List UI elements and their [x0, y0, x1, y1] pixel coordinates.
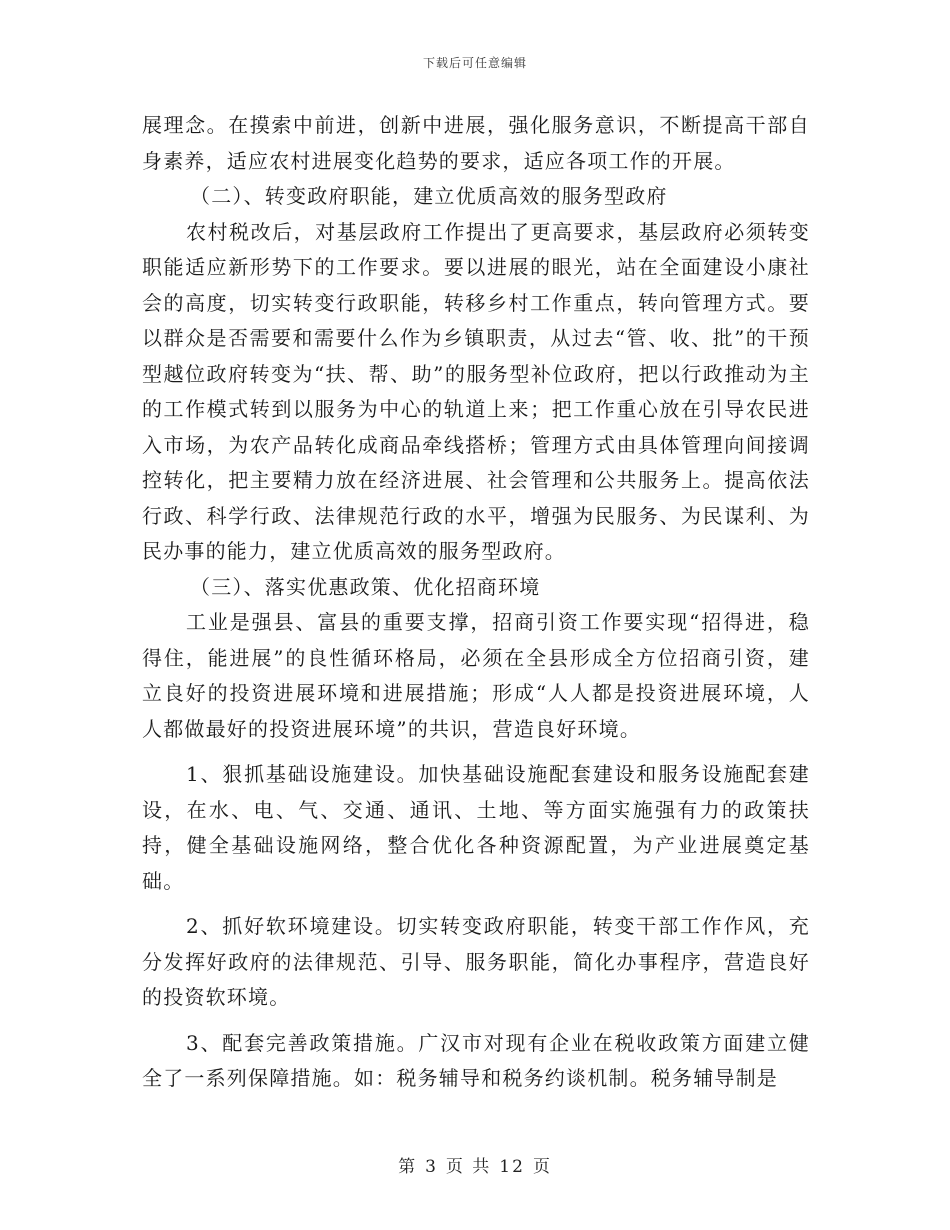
paragraph: 农村税改后，对基层政府工作提出了更高要求，基层政府必须转变职能适应新形势下的工作要求。要以进展的眼光，站在全面建设小康社会的高度，切实转变行政职能，转移乡村工作重点，转向管理方式。要以群众是否需要和需要什么作为乡镇职责，从过去“管、收、批”的干预型越位政府转变为“扶、帮、助”的服务型补位政府，把以行政推动为主的工作模式转到以服务为中心的轨道上来；把工作重心放在引导农民进入市场，为农产品转化成商品牵线搭桥；管理方式由具体管理向间接调控转化，把主要精力放在经济进展、社会管理和公共服务上。提高依法行政、科学行政、法律规范行政的水平，增强为民服务、为民谋利、为民办事的能力，建立优质高效的服务型政府。 — [142, 219, 810, 563]
footer-suffix: 页 — [532, 1157, 552, 1177]
total-pages-number: 12 — [499, 1157, 525, 1177]
page-footer — [0, 1152, 950, 1177]
current-page-number: 3 — [425, 1157, 438, 1177]
paragraph-continuation: 展理念。在摸索中前进，创新中进展，强化服务意识，不断提高干部自身素养，适应农村进展变化趋势的要求，适应各项工作的开展。 — [142, 113, 810, 173]
page-header: 下载后可任意编辑 — [422, 56, 527, 70]
paragraph: 工业是强县、富县的重要支撑，招商引资工作要实现“招得进，稳得住，能进展”的良性循环格局，必须在全县形成全方位招商引资，建立良好的投资进展环境和进展措施；形成“人人都是投资进展环境，人人都做最好的投资进展环境”的共识，营造良好环境。 — [142, 610, 810, 741]
list-item-2: 2、抓好软环境建设。切实转变政府职能，转变干部工作作风，充分发挥好政府的法律规范、引导、服务职能，简化办事程序，营造良好的投资软环境。 — [142, 914, 810, 1009]
footer-prefix: 第 — [398, 1157, 418, 1177]
section-heading-2: （二）、转变政府职能，建立优质高效的服务型政府 — [190, 184, 668, 208]
document-body — [142, 108, 810, 1097]
list-item-3: 3、配套完善政策措施。广汉市对现有企业在税收政策方面建立健全了一系列保障措施。如：税务辅导和税务约谈机制。税务辅导制是 — [142, 1030, 810, 1090]
footer-middle: 页 共 — [445, 1157, 492, 1177]
list-item-1: 1、狠抓基础设施建设。加快基础设施配套建设和服务设施配套建设，在水、电、气、交通、通讯、土地、等方面实施强有力的政策扶持，健全基础设施网络，整合优化各种资源配置，为产业进展奠定基础。 — [142, 762, 810, 893]
section-heading-3: （三）、落实优惠政策、优化招商环境 — [190, 574, 541, 599]
